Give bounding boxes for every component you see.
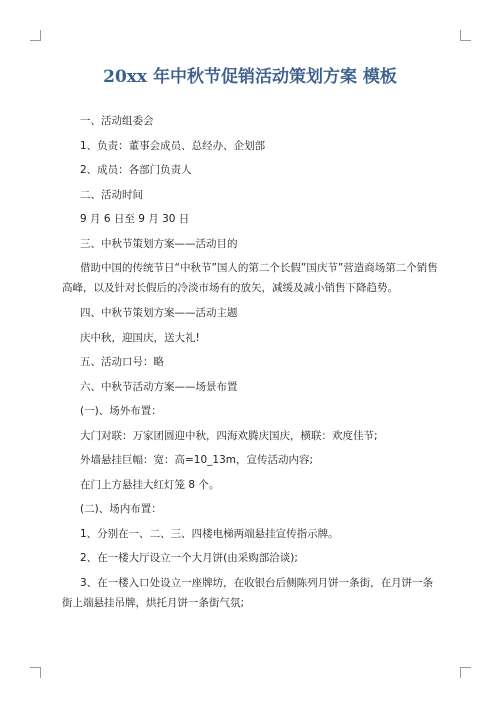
list-item: 1、分别在一、二、三、四楼电梯两端悬挂宣传指示牌。 (80, 527, 339, 540)
list-item: 2、成员：各部门负责人 (80, 164, 192, 176)
subheading-outdoor: (一)、场外布置： (80, 405, 162, 417)
crop-mark-top-right (460, 30, 471, 41)
theme-text: 庆中秋，迎国庆，送大礼! (80, 331, 200, 344)
list-item: 2、在一楼大厅设立一个大月饼(由采购部洽谈); (80, 552, 298, 564)
crop-mark-top-left (30, 30, 41, 41)
document-body (62, 114, 440, 621)
crop-mark-bottom-right (460, 667, 471, 678)
heading-scene: 六、中秋节活动方案——场景布置 (80, 380, 238, 393)
list-item: 外墙悬挂巨幅：宽：高=10_13m，宣传活动内容; (80, 454, 314, 466)
list-item: 大门对联：万家团圆迎中秋，四海欢腾庆国庆，横联：欢度佳节; (80, 429, 378, 442)
heading-committee: 一、活动组委会 (80, 115, 154, 127)
purpose-paragraph: 借助中国的传统节日“中秋节”国人的第二个长假”国庆节”营造商场第二个销售高峰，以及针对长假后的冷淡市场有的放矢，减缓及减小销售下降趋势。 (62, 262, 438, 294)
list-item: 1、负责：董事会成员、总经办、企划部 (80, 139, 266, 152)
list-item: 在门上方悬挂大红灯笼 8 个。 (80, 478, 220, 491)
heading-purpose: 三、中秋节策划方案——活动目的 (80, 237, 238, 250)
heading-theme: 四、中秋节策划方案——活动主题 (80, 307, 238, 319)
document-title: 20xx 年中秋节促销活动策划方案 模板 (103, 67, 397, 87)
heading-slogan: 五、活动口号：略 (80, 356, 164, 368)
list-item: 3、在一楼入口处设立一座牌坊，在收银台后侧陈列月饼一条街，在月饼一条街上端悬挂吊牌，烘托月饼一条街气氛; (62, 576, 434, 609)
crop-mark-bottom-left (30, 667, 41, 678)
subheading-indoor: (二)、场内布置： (80, 503, 162, 515)
date-range: 9 月 6 日至 9 月 30 日 (80, 213, 190, 225)
heading-time: 二、活动时间 (80, 188, 143, 201)
